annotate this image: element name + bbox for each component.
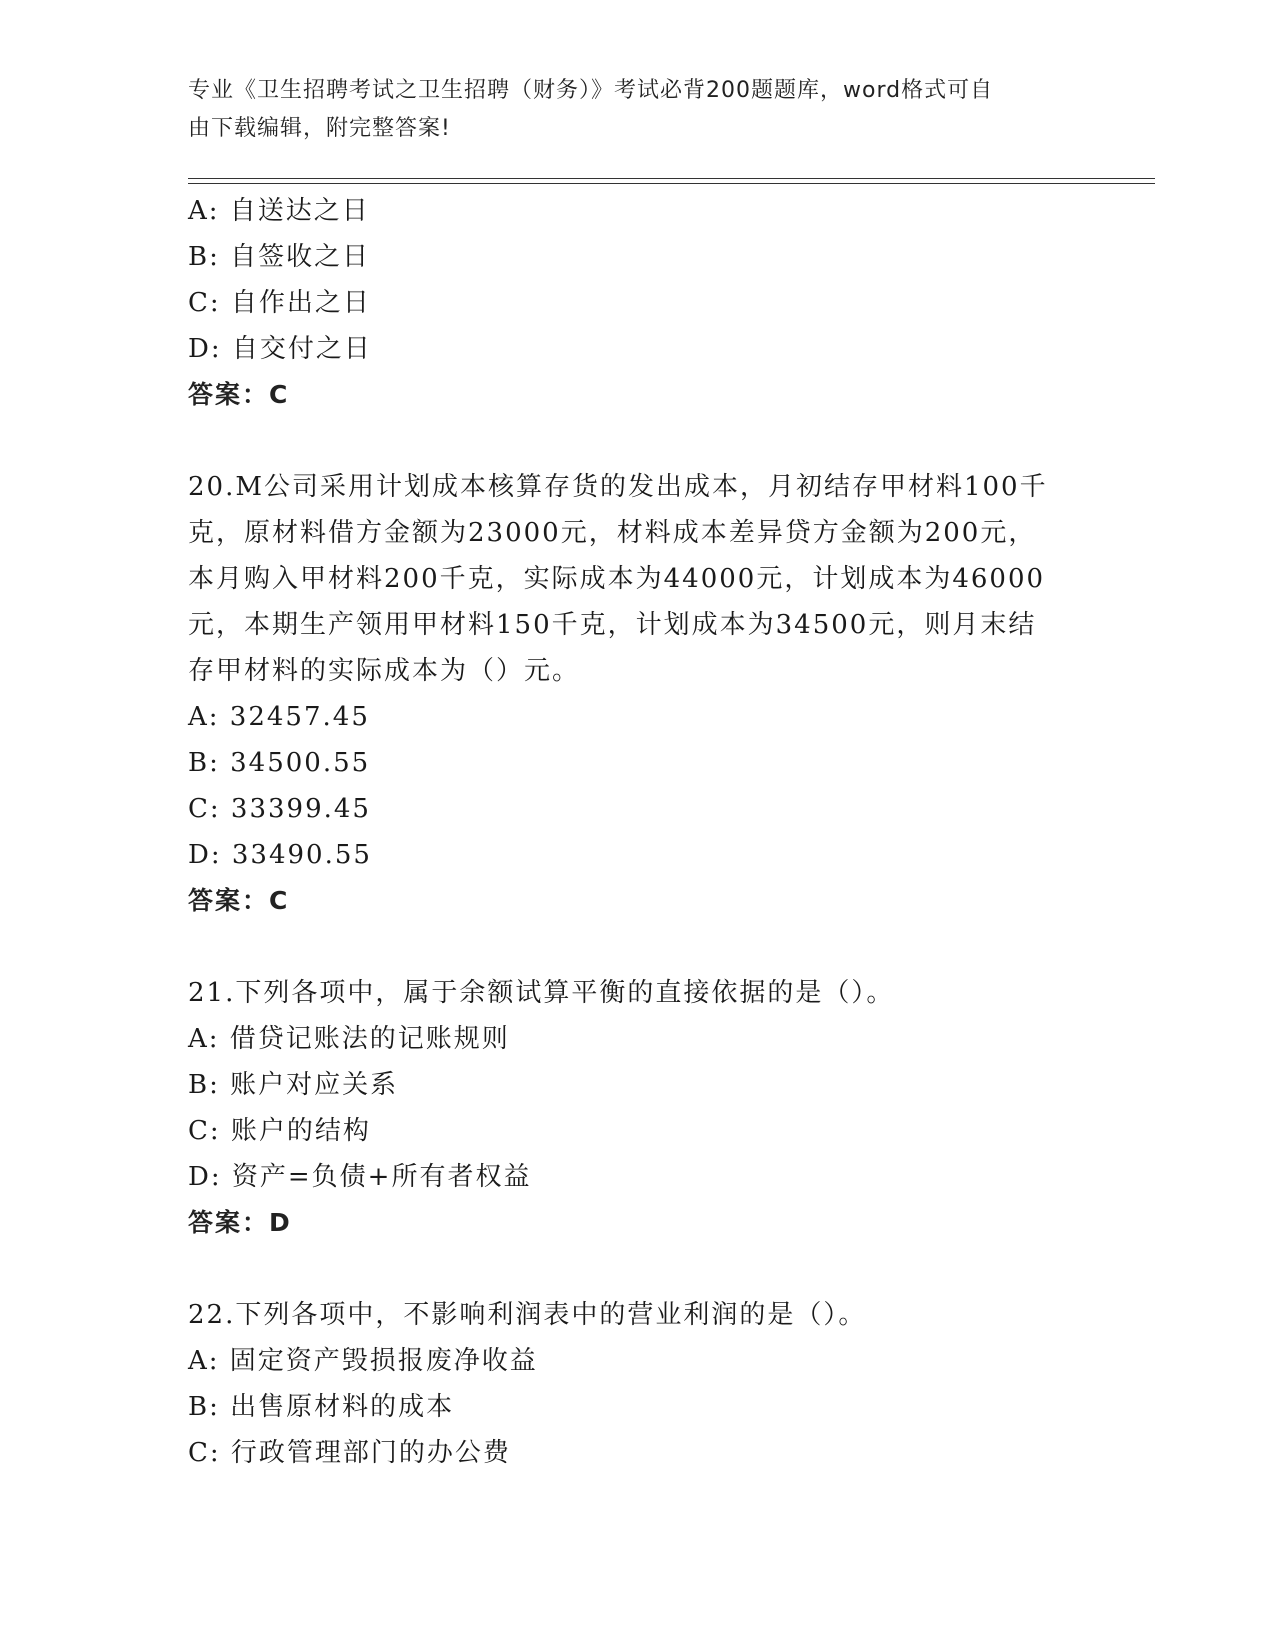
- question-stem-line: 本月购入甲材料200千克，实际成本为44000元，计划成本为46000: [188, 564, 1046, 594]
- answer-line: 答案：D: [188, 1208, 292, 1237]
- question-22: [188, 1292, 1088, 1476]
- question-stem-line: 存甲材料的实际成本为（）元。: [188, 656, 581, 686]
- option-d: D: 资产=负债+所有者权益: [188, 1162, 532, 1192]
- option-b: B: 出售原材料的成本: [188, 1392, 455, 1422]
- option-a: A: 固定资产毁损报废净收益: [188, 1346, 538, 1376]
- option-b: B: 自签收之日: [188, 242, 371, 272]
- document-header: [188, 72, 1068, 148]
- question-stem: 22.下列各项中，不影响利润表中的营业利润的是（）。: [188, 1300, 867, 1330]
- option-c: C: 自作出之日: [188, 288, 371, 318]
- answer-line: 答案：C: [188, 886, 290, 915]
- question-stem: 21.下列各项中，属于余额试算平衡的直接依据的是（）。: [188, 978, 895, 1008]
- question-20: [188, 464, 1088, 924]
- option-a: A: 32457.45: [188, 702, 370, 732]
- question-21: [188, 970, 1088, 1246]
- question-stem-line: 20.M公司采用计划成本核算存货的发出成本，月初结存甲材料100千: [188, 472, 1048, 502]
- option-c: C: 行政管理部门的办公费: [188, 1438, 511, 1468]
- answer-line: 答案：C: [188, 380, 290, 409]
- option-d: D: 33490.55: [188, 840, 372, 870]
- option-c: C: 账户的结构: [188, 1116, 371, 1146]
- question-stem-line: 元，本期生产领用甲材料150千克，计划成本为34500元，则月末结: [188, 610, 1037, 640]
- header-line-1: 专业《卫生招聘考试之卫生招聘（财务）》考试必背200题题库，word格式可自: [188, 78, 994, 103]
- spacer: [188, 924, 1088, 970]
- option-b: B: 34500.55: [188, 748, 371, 778]
- spacer: [188, 418, 1088, 464]
- spacer: [188, 1246, 1088, 1292]
- question-stem-line: 克，原材料借方金额为23000元，材料成本差异贷方金额为200元，: [188, 518, 1037, 548]
- option-c: C: 33399.45: [188, 794, 371, 824]
- question-content: [188, 188, 1088, 1476]
- header-line-2: 由下载编辑，附完整答案!: [188, 116, 451, 141]
- header-divider-top: [188, 178, 1155, 179]
- option-b: B: 账户对应关系: [188, 1070, 399, 1100]
- header-divider-bottom: [188, 183, 1155, 184]
- option-d: D: 自交付之日: [188, 334, 372, 364]
- option-a: A: 借贷记账法的记账规则: [188, 1024, 510, 1054]
- question-19-options: [188, 188, 1088, 418]
- option-a: A: 自送达之日: [188, 196, 370, 226]
